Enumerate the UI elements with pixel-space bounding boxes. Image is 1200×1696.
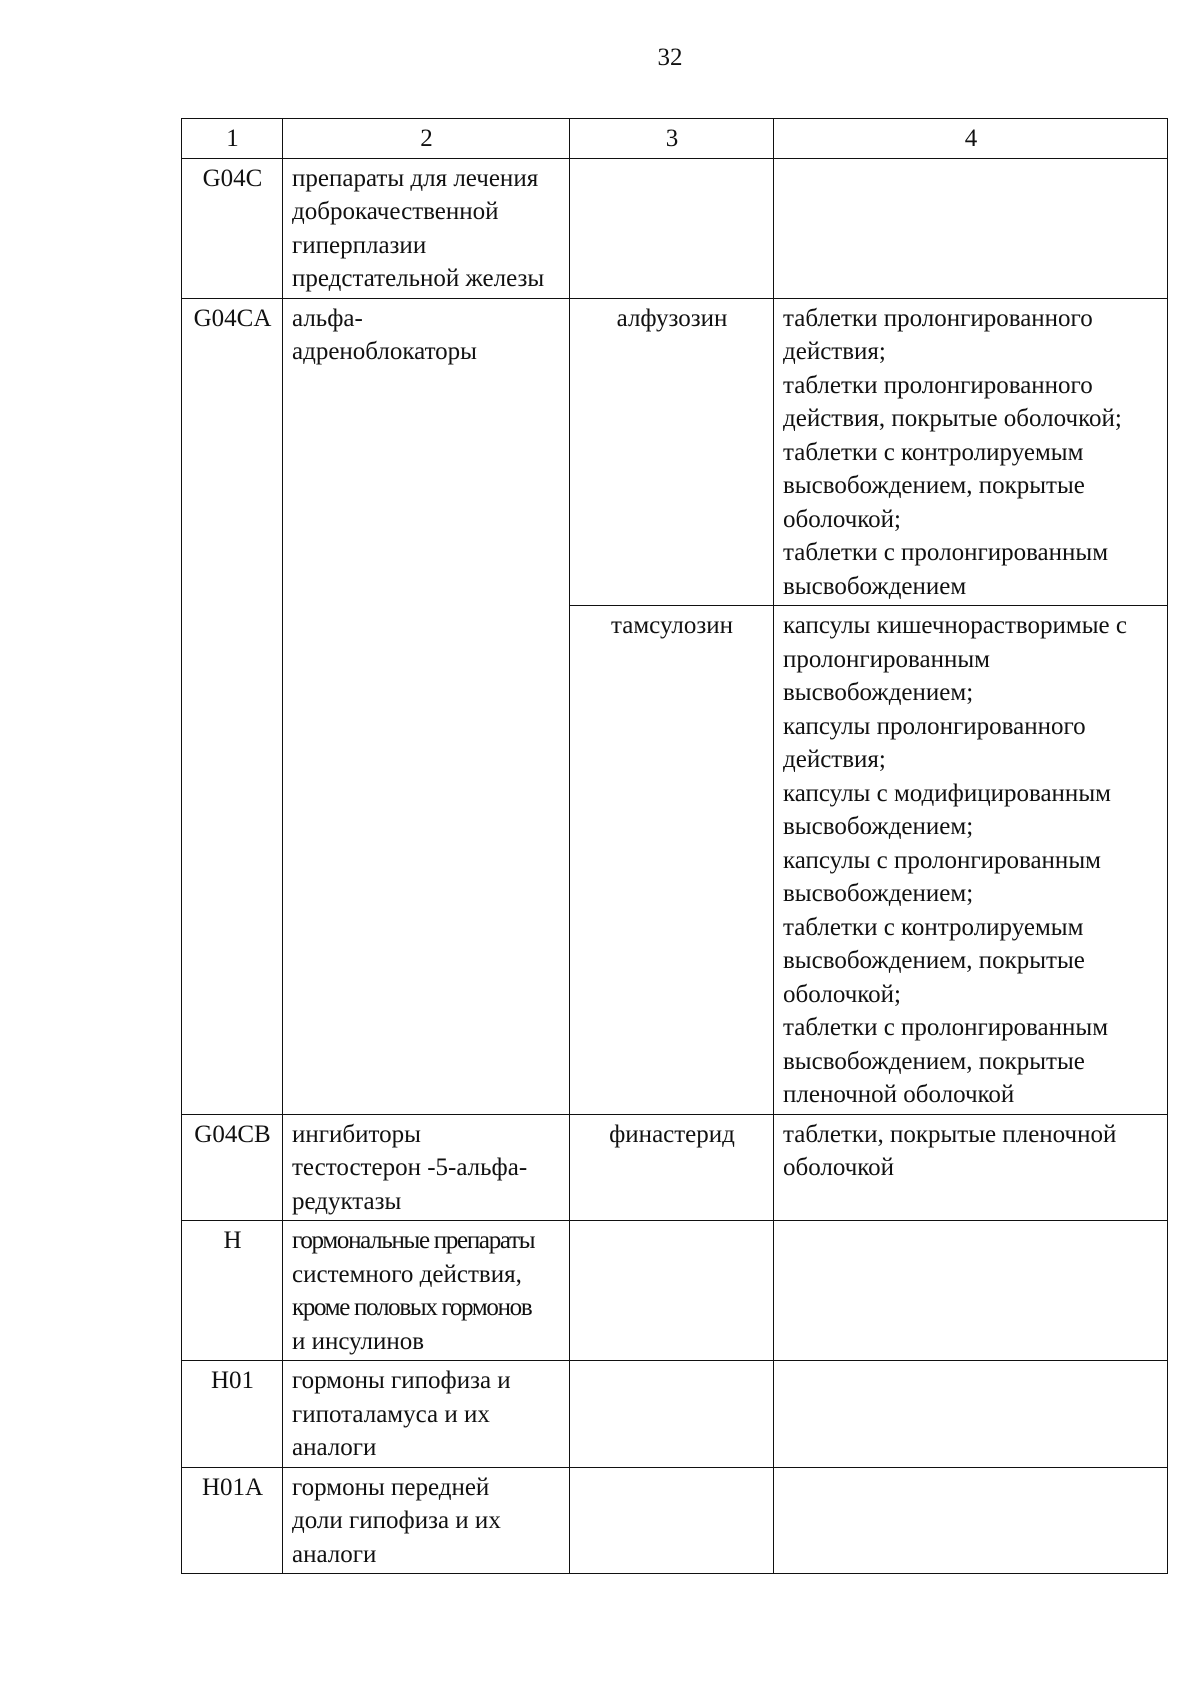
group-name-line: аналоги (292, 1540, 377, 1568)
table-row (182, 298, 1168, 606)
group-name-line: гиперплазии (292, 231, 427, 259)
group-name-line: кроме половых гормонов (292, 1294, 532, 1321)
atc-code-cell: H (182, 1221, 283, 1361)
group-name-line: гипоталамуса и их (292, 1400, 490, 1428)
atc-code-cell: H01 (182, 1361, 283, 1468)
group-name-line: и инсулинов (292, 1327, 425, 1355)
group-name-cell (283, 1361, 570, 1468)
drug-name-cell: алфузозин (570, 298, 774, 606)
drug-name-cell: финастерид (570, 1114, 774, 1221)
atc-code-cell: G04C (182, 158, 283, 298)
dosage-forms-cell (774, 1361, 1168, 1468)
header-cell-2: 2 (283, 119, 570, 159)
dosage-forms-cell (774, 606, 1168, 1115)
header-cell-1: 1 (182, 119, 283, 159)
dosage-forms-cell (774, 158, 1168, 298)
group-name-line: редуктазы (292, 1187, 402, 1215)
dosage-forms-cell (774, 1221, 1168, 1361)
group-name-line: доброкачественной (292, 198, 499, 225)
drug-name-cell (570, 1221, 774, 1361)
table-row (182, 1467, 1168, 1574)
drug-name-cell: тамсулозин (570, 606, 774, 1115)
dosage-forms-cell (774, 1114, 1168, 1221)
table-row (182, 1221, 1168, 1361)
dosage-form: капсулы с пролонгированным высвобождением; (783, 846, 1101, 907)
dosage-form: капсулы кишечнорастворимые с пролонгированным высвобождением; (783, 612, 1127, 706)
medication-table (181, 118, 1168, 1574)
group-name-cell (283, 1114, 570, 1221)
drug-name-cell (570, 1467, 774, 1574)
dosage-forms-cell (774, 298, 1168, 606)
group-name-line: гормоны гипофиза и (292, 1367, 511, 1394)
dosage-form: таблетки с пролонгированным высвобождением (783, 539, 1109, 600)
group-name-cell (283, 158, 570, 298)
dosage-form: капсулы пролонгированного действия; (783, 712, 1086, 773)
dosage-form: таблетки с пролонгированным высвобождением, покрытые пленочной оболочкой (783, 1014, 1109, 1108)
group-name-line: гормональные препараты (292, 1227, 535, 1254)
table-row (182, 158, 1168, 298)
drug-name-cell (570, 1361, 774, 1468)
page-number: 32 (657, 44, 683, 71)
drug-name-cell (570, 158, 774, 298)
atc-code-cell: G04CB (182, 1114, 283, 1221)
table-row (182, 1361, 1168, 1468)
header-cell-3: 3 (570, 119, 774, 159)
atc-code-cell: H01A (182, 1467, 283, 1574)
dosage-form: таблетки пролонгированного действия; (783, 304, 1093, 365)
group-name-cell (283, 1467, 570, 1574)
group-name-line: тестостерон -5-альфа- (292, 1154, 528, 1181)
dosage-form: таблетки пролонгированного действия, покрытые оболочкой; (783, 371, 1122, 432)
dosage-form: таблетки, покрытые пленочной оболочкой (783, 1120, 1117, 1181)
dosage-form: таблетки с контролируемым высвобождением, покрытые оболочкой; (783, 438, 1085, 533)
group-name-line: системного действия, (292, 1260, 522, 1288)
group-name-line: препараты для лечения (292, 164, 539, 192)
group-name-line: альфа- (292, 304, 363, 332)
group-name-line: доли гипофиза и их (292, 1507, 501, 1534)
table-body (182, 119, 1168, 1574)
table-row (182, 1114, 1168, 1221)
group-name-line: адреноблокаторы (292, 338, 477, 365)
group-name-line: аналоги (292, 1434, 377, 1461)
dosage-form: капсулы с модифицированным высвобождением; (783, 779, 1111, 840)
group-name-line: ингибиторы (292, 1120, 421, 1148)
atc-code-cell: G04CA (182, 298, 283, 1114)
header-cell-4: 4 (774, 119, 1168, 159)
group-name-cell (283, 298, 570, 1114)
group-name-line: предстательной железы (292, 265, 545, 292)
dosage-forms-cell (774, 1467, 1168, 1574)
group-name-cell (283, 1221, 570, 1361)
group-name-line: гормоны передней (292, 1473, 490, 1501)
header-row (182, 119, 1168, 159)
dosage-form: таблетки с контролируемым высвобождением, покрытые оболочкой; (783, 913, 1085, 1008)
